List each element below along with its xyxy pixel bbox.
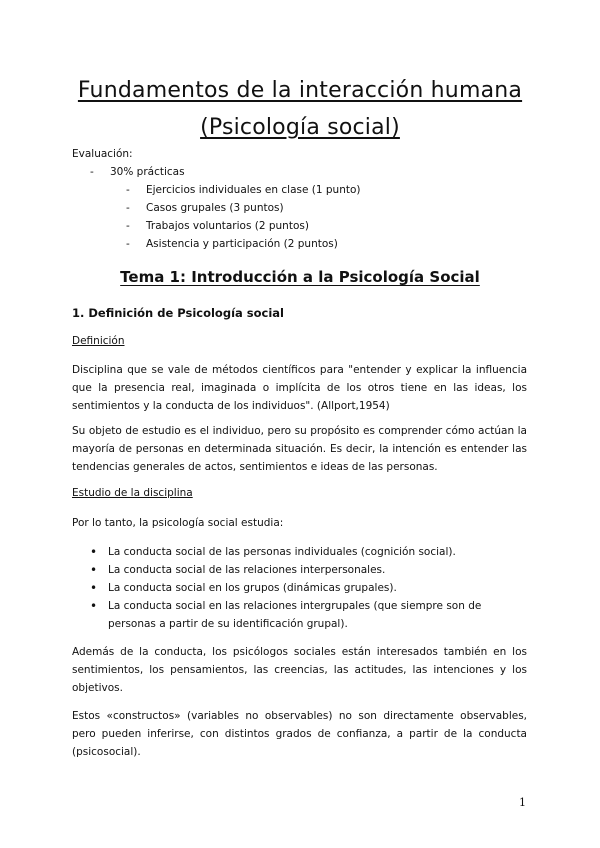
evaluation-main-item: - 30% prácticas [90,163,185,181]
section-heading: 1. Definición de Psicología social [72,306,284,320]
page-number: 1 [519,796,526,809]
unit-title: Tema 1: Introducción a la Psicología Social [120,268,480,286]
study-list-item: • La conducta social en las relaciones intergrupales (que siempre son de personas a partir de su identificación grupal). [90,597,528,633]
conduct-paragraph: Además de la conducta, los psicólogos sociales están interesados también en los sentimientos, los pensamientos, las creencias, las actitudes, las intenciones y los objetivos. [72,646,527,694]
object-paragraph: Su objeto de estudio es el individuo, pero su propósito es comprender cómo actúan la mayoría de personas en determinada situación. Es decir, la intención es entender las tendencias generales de actos, sentimientos e ideas de las personas. [72,425,527,473]
evaluation-list [90,163,185,181]
study-list-item: • La conducta social en los grupos (dinámicas grupales). [90,579,528,597]
evaluation-sub-item: - Trabajos voluntarios (2 puntos) [126,217,361,235]
study-list [90,543,528,633]
document-title: Fundamentos de la interacción humana [77,78,523,103]
evaluation-label: Evaluación: [72,148,133,160]
evaluation-sub-item: - Asistencia y participación (2 puntos) [126,235,361,253]
evaluation-sub-item: - Casos grupales (3 puntos) [126,199,361,217]
definition-paragraph: Disciplina que se vale de métodos científicos para "entender y explicar la influencia que la presencia real, imaginada o implícita de los otros tiene en las ideas, los sentimientos y la conducta de los individuos". (Allport,1954) [72,364,527,412]
study-list-item: • La conducta social de las relaciones interpersonales. [90,561,528,579]
evaluation-sublist [126,181,361,253]
constructs-paragraph: Estos «constructos» (variables no observables) no son directamente observables, pero pueden inferirse, con distintos grados de confianza, a partir de la conducta (psicosocial). [72,710,527,758]
study-subheading: Estudio de la disciplina [72,487,193,499]
study-intro: Por lo tanto, la psicología social estudia: [72,517,284,529]
evaluation-sub-item: - Ejercicios individuales en clase (1 punto) [126,181,361,199]
document-subtitle: (Psicología social) [200,115,400,140]
definition-subheading: Definición [72,335,125,347]
study-list-item: • La conducta social de las personas individuales (cognición social). [90,543,528,561]
